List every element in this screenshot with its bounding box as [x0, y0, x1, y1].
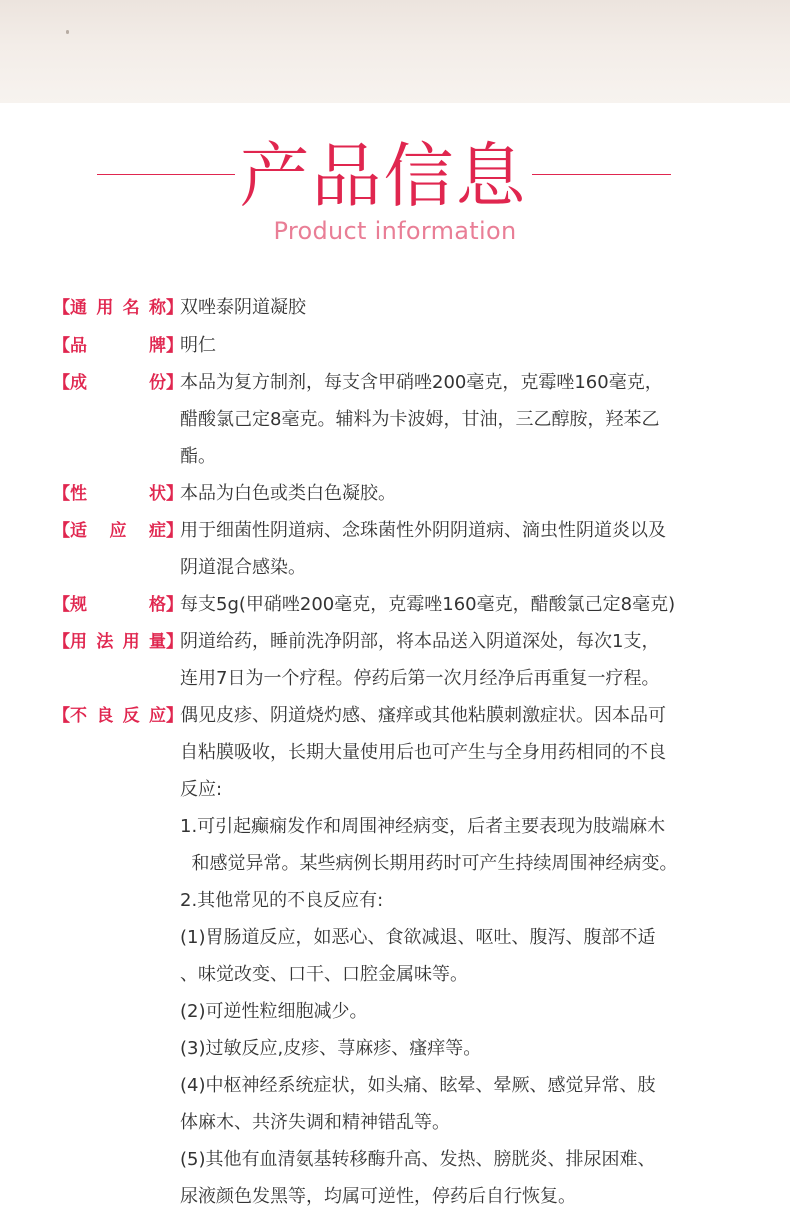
field-value: [180, 327, 740, 364]
value-line: 体麻木、共济失调和精神错乱等。: [180, 1112, 450, 1133]
value-line: 尿液颜色发黑等，均属可逆性，停药后自行恢复。: [180, 1186, 576, 1207]
value-line: 1.可引起癫痫发作和周围神经病变，后者主要表现为肢端麻木: [180, 816, 666, 837]
field-value: [180, 623, 740, 697]
field-value: [180, 512, 740, 586]
field-label: 【性状】: [53, 484, 183, 504]
value-line: 连用7日为一个疗程。停药后第一次月经净后再重复一疗程。: [180, 668, 660, 689]
field-value: [180, 364, 740, 475]
band-speck: [66, 30, 69, 34]
value-line: 本品为复方制剂，每支含甲硝唑200毫克，克霉唑160毫克，: [180, 372, 663, 393]
field-label: 【用法用量】: [53, 632, 183, 652]
value-line: 2.其他常见的不良反应有:: [180, 890, 384, 911]
value-line: 反应:: [180, 779, 223, 800]
field-label: 【适应症】: [53, 521, 183, 541]
field-label: 【通用名称】: [53, 298, 183, 318]
field-label: 【品牌】: [53, 336, 183, 356]
value-line: 酯。: [180, 446, 216, 467]
value-line: 每支5g(甲硝唑200毫克，克霉唑160毫克，醋酸氯己定8毫克): [180, 594, 676, 615]
section-header: [0, 135, 790, 250]
value-line: 阴道混合感染。: [180, 557, 306, 578]
section-subtitle: Product information: [273, 217, 517, 245]
value-line: 用于细菌性阴道病、念珠菌性外阴阴道病、滴虫性阴道炎以及: [180, 520, 666, 541]
value-line: 明仁: [180, 335, 216, 356]
value-line: 醋酸氯己定8毫克。辅料为卡波姆，甘油，三乙醇胺，羟苯乙: [180, 409, 660, 430]
value-line: (4)中枢神经系统症状，如头痛、眩晕、晕厥、感觉异常、肢: [180, 1075, 656, 1096]
value-line: 双唑泰阴道凝胶: [180, 297, 306, 318]
top-photo-band: [0, 0, 790, 103]
header-rule-left: [97, 174, 235, 175]
value-line: 阴道给药，睡前洗净阴部，将本品送入阴道深处，每次1支，: [180, 631, 660, 652]
field-label: 【规格】: [53, 595, 183, 615]
value-line: 本品为白色或类白色凝胶。: [180, 483, 396, 504]
field-label: 【不良反应】: [53, 706, 183, 726]
field-value: [180, 289, 740, 326]
value-line: (5)其他有血清氨基转移酶升高、发热、膀胱炎、排尿困难、: [180, 1149, 656, 1170]
value-line: 偶见皮疹、阴道烧灼感、瘙痒或其他粘膜刺激症状。因本品可: [180, 705, 666, 726]
value-line: (2)可逆性粒细胞减少。: [180, 1001, 368, 1022]
value-line: (1)胃肠道反应，如恶心、食欲减退、呕吐、腹泻、腹部不适: [180, 927, 656, 948]
value-line: 和感觉异常。某些病例长期用药时可产生持续周围神经病变。: [180, 853, 678, 874]
section-title: 产品信息: [239, 135, 528, 217]
field-value: [180, 697, 740, 1215]
value-line: 、味觉改变、口干、口腔金属味等。: [180, 964, 468, 985]
value-line: 自粘膜吸收，长期大量使用后也可产生与全身用药相同的不良: [180, 742, 666, 763]
value-line: (3)过敏反应,皮疹、荨麻疹、瘙痒等。: [180, 1038, 482, 1059]
field-label: 【成份】: [53, 373, 183, 393]
field-value: [180, 475, 740, 512]
header-rule-right: [532, 174, 671, 175]
field-value: [180, 586, 740, 623]
